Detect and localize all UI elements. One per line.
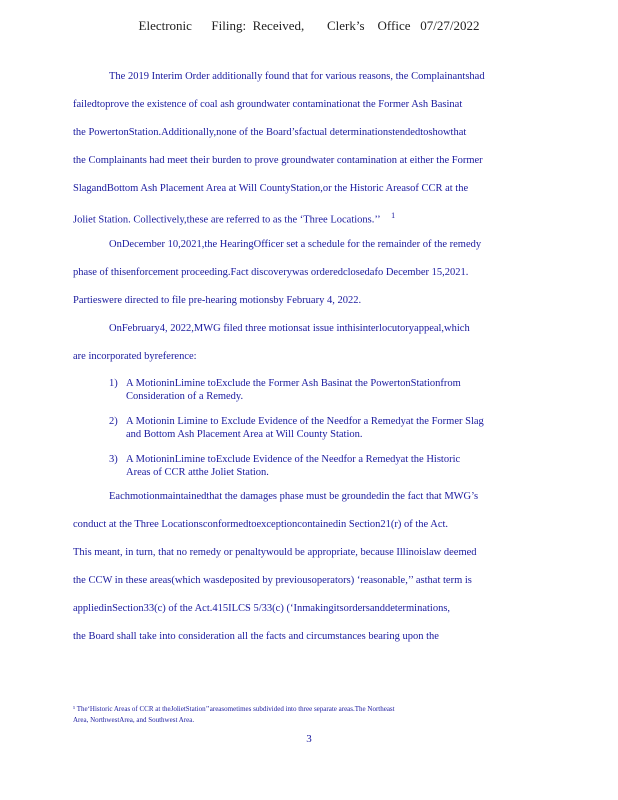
text-line: OnFebruary4, 2022,MWG filed three motionsat issue inthisinterlocutoryappeal,which bbox=[109, 323, 470, 334]
footnote-line: ¹ The‘Historic Areas of CCR at theJolietStation’’areasometimes subdivided into three separate areas.The Northeast bbox=[73, 705, 395, 713]
text-line: the PowertonStation.Additionally,none of the Board’sfactual determinationstendedtoshowthat bbox=[73, 127, 467, 138]
motion-list bbox=[73, 377, 535, 479]
text-line-content: Joliet Station. Collectively,these are referred to as the ‘Three Locations.’’ bbox=[73, 214, 381, 226]
list-item-text: Areas of CCR atthe Joliet Station. bbox=[126, 467, 269, 478]
text-line: This meant, in turn, that no remedy or penaltywould be appropriate, because Illinoislaw deemed bbox=[73, 547, 477, 558]
list-number: 1) bbox=[109, 378, 118, 389]
filing-header: Electronic Filing: Received, Clerk’s Office 07/27/2022 bbox=[138, 18, 480, 33]
footnote-reference[interactable]: 1 bbox=[391, 211, 396, 220]
list-item bbox=[73, 453, 535, 479]
list-item-text: and Bottom Ash Placement Area at Will County Station. bbox=[126, 429, 363, 440]
list-item-text: A MotioninLimine toExclude Evidence of the Needfor a Remedyat the Historic bbox=[126, 454, 461, 465]
footnote-line: Area, NorthwestArea, and Southwest Area. bbox=[73, 716, 195, 724]
text-line: Eachmotionmaintainedthat the damages phase must be groundedin the fact that MWG’s bbox=[109, 491, 479, 502]
list-item bbox=[73, 415, 535, 441]
list-number: 2) bbox=[109, 416, 118, 427]
text-line: conduct at the Three Locationsconformedtoexceptioncontainedin Section21(r) of the Act. bbox=[73, 519, 449, 530]
list-item-text: A MotioninLimine toExclude the Former Ash Basinat the PowertonStationfrom bbox=[126, 378, 461, 389]
document-body bbox=[73, 71, 535, 659]
text-line: Partieswere directed to file pre-hearing motionsby February 4, 2022. bbox=[73, 295, 362, 306]
text-line: are incorporated byreference: bbox=[73, 351, 197, 362]
text-line: failedtoprove the existence of coal ash groundwater contaminationat the Former Ash Basinat bbox=[73, 99, 463, 110]
text-line: The 2019 Interim Order additionally found that for various reasons, the Complainantshad bbox=[109, 71, 485, 82]
text-line bbox=[73, 211, 535, 239]
list-number: 3) bbox=[109, 454, 118, 465]
text-line: OnDecember 10,2021,the HearingOfficer set a schedule for the remainder of the remedy bbox=[109, 239, 482, 250]
list-item-text: Consideration of a Remedy. bbox=[126, 391, 244, 402]
text-line: the Board shall take into consideration all the facts and circumstances bearing upon the bbox=[73, 631, 439, 642]
text-line: SlagandBottom Ash Placement Area at Will CountyStation,or the Historic Areasof CCR at the bbox=[73, 183, 469, 194]
footnote bbox=[73, 704, 535, 726]
text-line: the CCW in these areas(which wasdeposited by previousoperators) ‘reasonable,’’ asthat term is bbox=[73, 575, 472, 586]
text-line: the Complainants had meet their burden to prove groundwater contamination at either the Former bbox=[73, 155, 483, 166]
text-line: appliedinSection33(c) of the Act.415ILCS 5/33(c) (‘Inmakingitsordersanddeterminations, bbox=[73, 603, 451, 614]
text-line: phase of thisenforcement proceeding.Fact discoverywas orderedclosedafo December 15,2021. bbox=[73, 267, 469, 278]
page-number: 3 bbox=[306, 733, 312, 745]
list-item bbox=[73, 377, 535, 403]
list-item-text: A Motionin Limine to Exclude Evidence of the Needfor a Remedyat the Former Slag bbox=[126, 416, 484, 427]
